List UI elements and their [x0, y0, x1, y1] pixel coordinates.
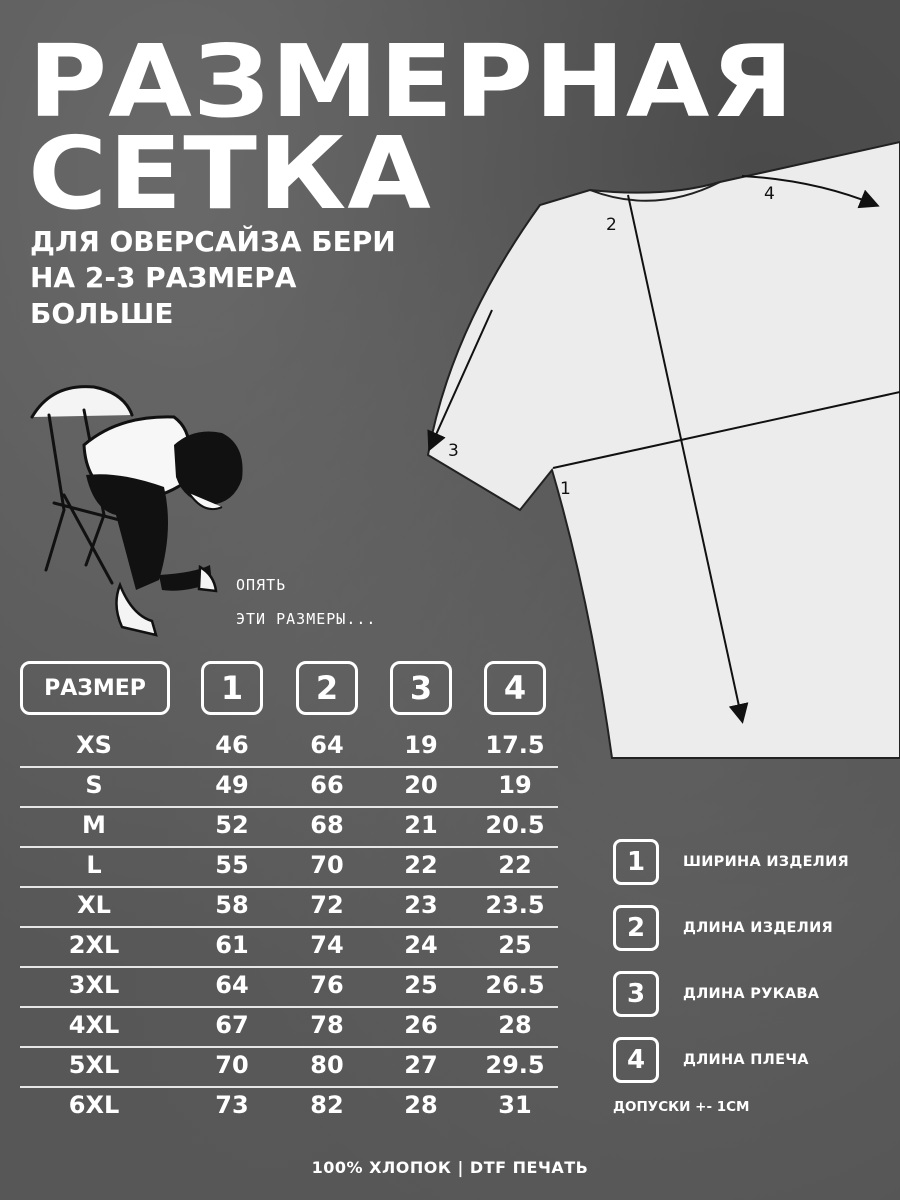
- width-cell: 67: [215, 1011, 249, 1039]
- subtitle-line-2: НА 2-3 РАЗМЕРА: [30, 261, 297, 294]
- size-column-header: РАЗМЕР: [20, 661, 170, 715]
- shoulder-cell: 25: [498, 931, 532, 959]
- width-cell: 46: [215, 731, 249, 759]
- sleeve-cell: 21: [404, 811, 438, 839]
- legend-label-4: ДЛИНА ПЛЕЧА: [683, 1052, 809, 1068]
- table-row: [20, 806, 558, 848]
- legend-number-4: 4: [613, 1037, 659, 1083]
- width-cell: 55: [215, 851, 249, 879]
- table-row: [20, 846, 558, 888]
- sleeve-cell: 26: [404, 1011, 438, 1039]
- measure-3-header: 3: [390, 661, 452, 715]
- diagram-label-2: 2: [606, 215, 617, 235]
- caption-line-1: ОПЯТЬ: [236, 576, 287, 594]
- diagram-label-3: 3: [448, 441, 459, 461]
- sad-person-illustration: [24, 375, 264, 640]
- shoulder-cell: 23.5: [485, 891, 545, 919]
- sleeve-cell: 28: [404, 1091, 438, 1119]
- size-cell: S: [85, 771, 103, 799]
- subtitle-line-1: ДЛЯ ОВЕРСАЙЗА БЕРИ: [30, 225, 396, 258]
- legend-number-1: 1: [613, 839, 659, 885]
- diagram-label-4: 4: [764, 184, 775, 204]
- sleeve-cell: 23: [404, 891, 438, 919]
- size-cell: XL: [77, 891, 111, 919]
- legend-label-2: ДЛИНА ИЗДЕЛИЯ: [683, 920, 833, 936]
- legend-number-3: 3: [613, 971, 659, 1017]
- shoulder-cell: 20.5: [485, 811, 545, 839]
- length-cell: 76: [310, 971, 344, 999]
- legend-number-2: 2: [613, 905, 659, 951]
- measure-4-header: 4: [484, 661, 546, 715]
- footer-note: 100% ХЛОПОК | DTF ПЕЧАТЬ: [311, 1158, 589, 1177]
- width-cell: 70: [215, 1051, 249, 1079]
- length-cell: 72: [310, 891, 344, 919]
- size-cell: M: [82, 811, 106, 839]
- length-cell: 74: [310, 931, 344, 959]
- diagram-label-1: 1: [560, 479, 571, 499]
- measure-1-header: 1: [201, 661, 263, 715]
- subtitle-line-3: БОЛЬШЕ: [30, 297, 174, 330]
- table-row: [20, 886, 558, 928]
- sleeve-cell: 22: [404, 851, 438, 879]
- page-title-line-1: РАЗМЕРНАЯ: [28, 23, 795, 140]
- table-row: [20, 1006, 558, 1048]
- table-row: [20, 766, 558, 808]
- size-cell: 5XL: [68, 1051, 120, 1079]
- shoulder-cell: 29.5: [485, 1051, 545, 1079]
- caption-line-2: ЭТИ РАЗМЕРЫ...: [236, 610, 377, 628]
- shoulder-cell: 22: [498, 851, 532, 879]
- length-cell: 78: [310, 1011, 344, 1039]
- tolerance-note: ДОПУСКИ +- 1СМ: [613, 1099, 750, 1115]
- width-cell: 52: [215, 811, 249, 839]
- shoulder-cell: 26.5: [485, 971, 545, 999]
- size-cell: 3XL: [68, 971, 120, 999]
- sleeve-cell: 24: [404, 931, 438, 959]
- table-row: [20, 966, 558, 1008]
- table-row: [20, 926, 558, 968]
- width-cell: 61: [215, 931, 249, 959]
- sleeve-cell: 20: [404, 771, 438, 799]
- size-cell: 2XL: [68, 931, 120, 959]
- legend-label-1: ШИРИНА ИЗДЕЛИЯ: [683, 854, 850, 870]
- shoulder-cell: 28: [498, 1011, 532, 1039]
- length-cell: 68: [310, 811, 344, 839]
- table-row: [20, 726, 558, 768]
- size-cell: 4XL: [68, 1011, 120, 1039]
- width-cell: 49: [215, 771, 249, 799]
- shoulder-cell: 19: [498, 771, 532, 799]
- size-cell: 6XL: [68, 1091, 120, 1119]
- size-cell: XS: [76, 731, 112, 759]
- measure-2-header: 2: [296, 661, 358, 715]
- length-cell: 70: [310, 851, 344, 879]
- sleeve-cell: 27: [404, 1051, 438, 1079]
- shoulder-cell: 31: [498, 1091, 532, 1119]
- width-cell: 58: [215, 891, 249, 919]
- sleeve-cell: 25: [404, 971, 438, 999]
- length-cell: 82: [310, 1091, 344, 1119]
- sleeve-cell: 19: [404, 731, 438, 759]
- shoulder-cell: 17.5: [485, 731, 545, 759]
- table-row: [20, 1086, 558, 1126]
- width-cell: 64: [215, 971, 249, 999]
- length-cell: 64: [310, 731, 344, 759]
- person-figure-icon: [84, 417, 243, 635]
- length-cell: 80: [310, 1051, 344, 1079]
- table-row: [20, 1046, 558, 1088]
- legend-label-3: ДЛИНА РУКАВА: [683, 986, 820, 1002]
- size-cell: L: [86, 851, 102, 879]
- page-title-line-2: СЕТКА: [28, 115, 432, 232]
- width-cell: 73: [215, 1091, 249, 1119]
- length-cell: 66: [310, 771, 344, 799]
